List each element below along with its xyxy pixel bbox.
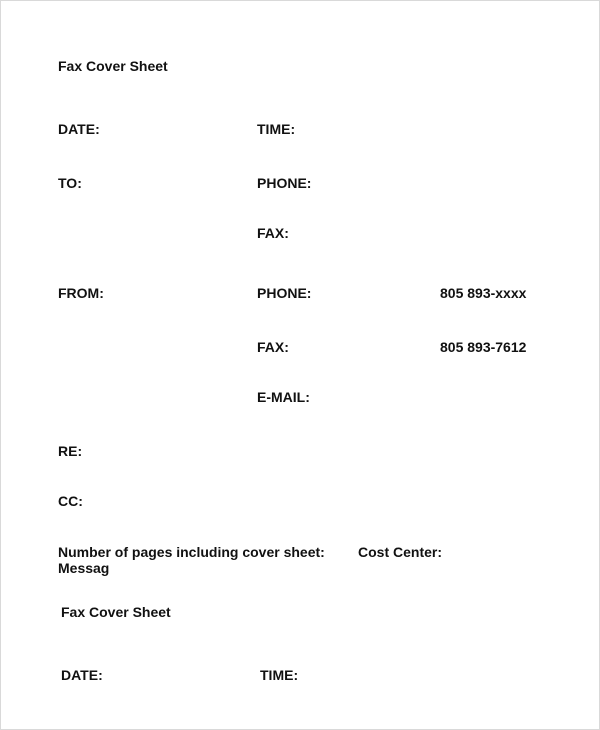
from-phone-label: PHONE: (257, 285, 312, 301)
second-time-label: TIME: (260, 667, 299, 683)
to-fax-label: FAX: (257, 225, 289, 241)
re-label: RE: (58, 443, 83, 459)
from-fax-value: 805 893-7612 (440, 339, 527, 355)
from-fax-label: FAX: (257, 339, 289, 355)
time-label: TIME: (257, 121, 296, 137)
date-label: DATE: (58, 121, 100, 137)
to-phone-label: PHONE: (257, 175, 312, 191)
message-label: Messag (58, 560, 110, 576)
cost-center-label: Cost Center: (358, 544, 443, 560)
document-title: Fax Cover Sheet (58, 58, 168, 74)
email-label: E-MAIL: (257, 389, 310, 405)
second-date-label: DATE: (61, 667, 103, 683)
pages-label: Number of pages including cover sheet: (58, 544, 325, 560)
to-label: TO: (58, 175, 82, 191)
from-phone-value: 805 893-xxxx (440, 285, 527, 301)
cc-label: CC: (58, 493, 83, 509)
second-document-title: Fax Cover Sheet (61, 604, 171, 620)
from-label: FROM: (58, 285, 104, 301)
